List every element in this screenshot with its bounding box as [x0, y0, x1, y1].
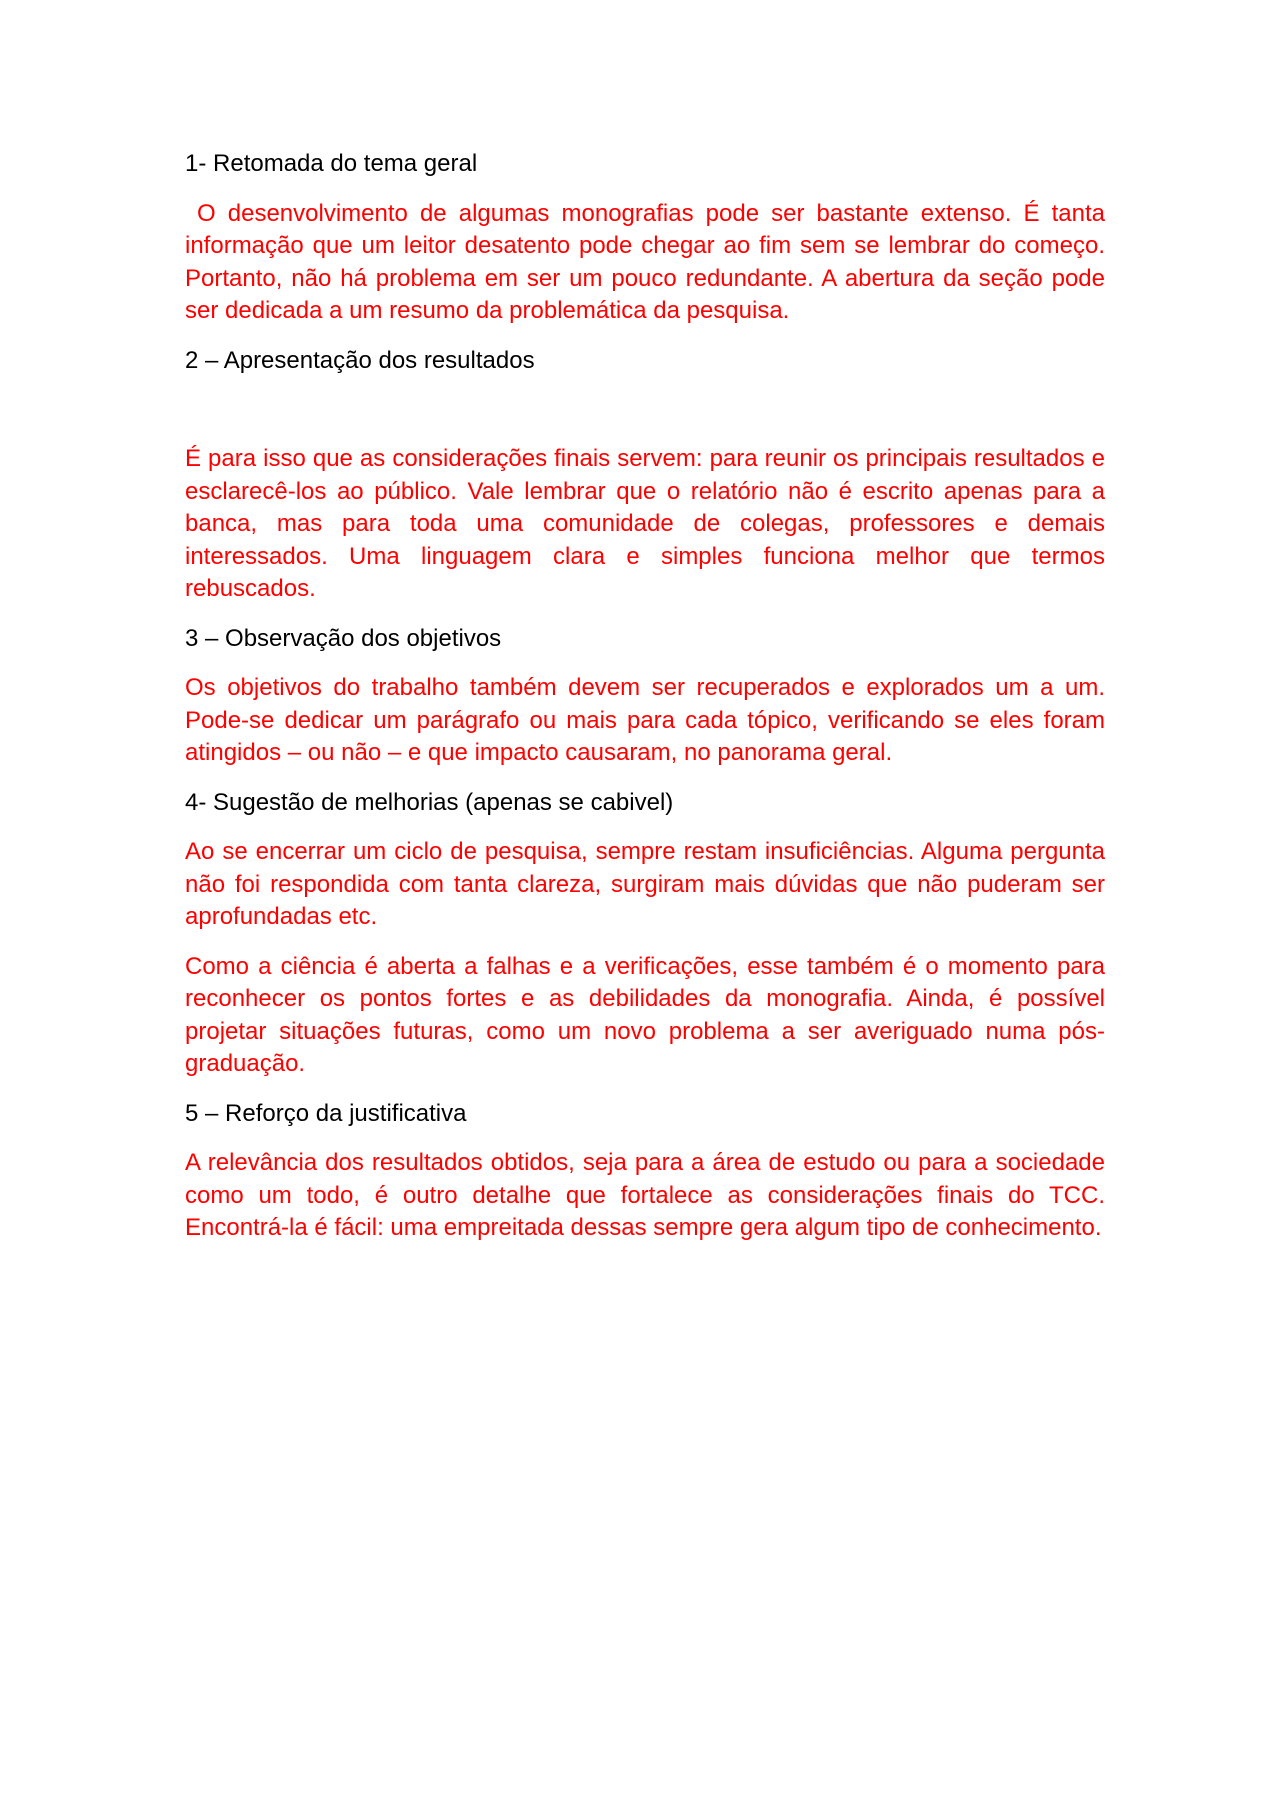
section-heading-4: 4- Sugestão de melhorias (apenas se cabivel): [185, 788, 674, 816]
section-paragraph-4a: Ao se encerrar um ciclo de pesquisa, sempre restam insuficiências. Alguma pergunta não foi respondida com tanta clareza, surgiram mais dúvidas que não puderam ser aprofundadas etc.: [185, 838, 1105, 930]
section-heading-5: 5 – Reforço da justificativa: [185, 1099, 467, 1127]
section-heading-1: 1- Retomada do tema geral: [185, 150, 478, 177]
section-paragraph-1: O desenvolvimento de algumas monografias pode ser bastante extenso. É tanta informação que um leitor desatento pode chegar ao fim sem se lembrar do começo. Portanto, não há problema em ser um pouco redundante. A abertura da seção pode ser dedicada a um resumo da problemática da pesquisa.: [185, 199, 1105, 324]
section-paragraph-2: É para isso que as considerações finais servem: para reunir os principais resultados e esclarecê-los ao público. Vale lembrar que o relatório não é escrito apenas para a banca, mas para toda uma comunidade de colegas, professores e demais interessados. Uma linguagem clara e simples funciona melhor que termos rebuscados.: [185, 445, 1105, 602]
section-paragraph-5: A relevância dos resultados obtidos, seja para a área de estudo ou para a sociedade como um todo, é outro detalhe que fortalece as considerações finais do TCC. Encontrá-la é fácil: uma empreitada dessas sempre gera algum tipo de conhecimento.: [185, 1149, 1105, 1241]
section-paragraph-3: Os objetivos do trabalho também devem ser recuperados e explorados um a um. Pode-se dedicar um parágrafo ou mais para cada tópico, verificando se eles foram atingidos – ou não – e que impacto causaram, no panorama geral.: [185, 674, 1105, 766]
section-heading-2: 2 – Apresentação dos resultados: [185, 346, 535, 374]
blank-line: [185, 394, 1105, 443]
document-page: [185, 148, 1105, 1262]
section-heading-3: 3 – Observação dos objetivos: [185, 624, 502, 652]
section-paragraph-4b: Como a ciência é aberta a falhas e a verificações, esse também é o momento para reconhecer os pontos fortes e as debilidades da monografia. Ainda, é possível projetar situações futuras, como um novo problema a ser averiguado numa pós-graduação.: [185, 952, 1105, 1077]
